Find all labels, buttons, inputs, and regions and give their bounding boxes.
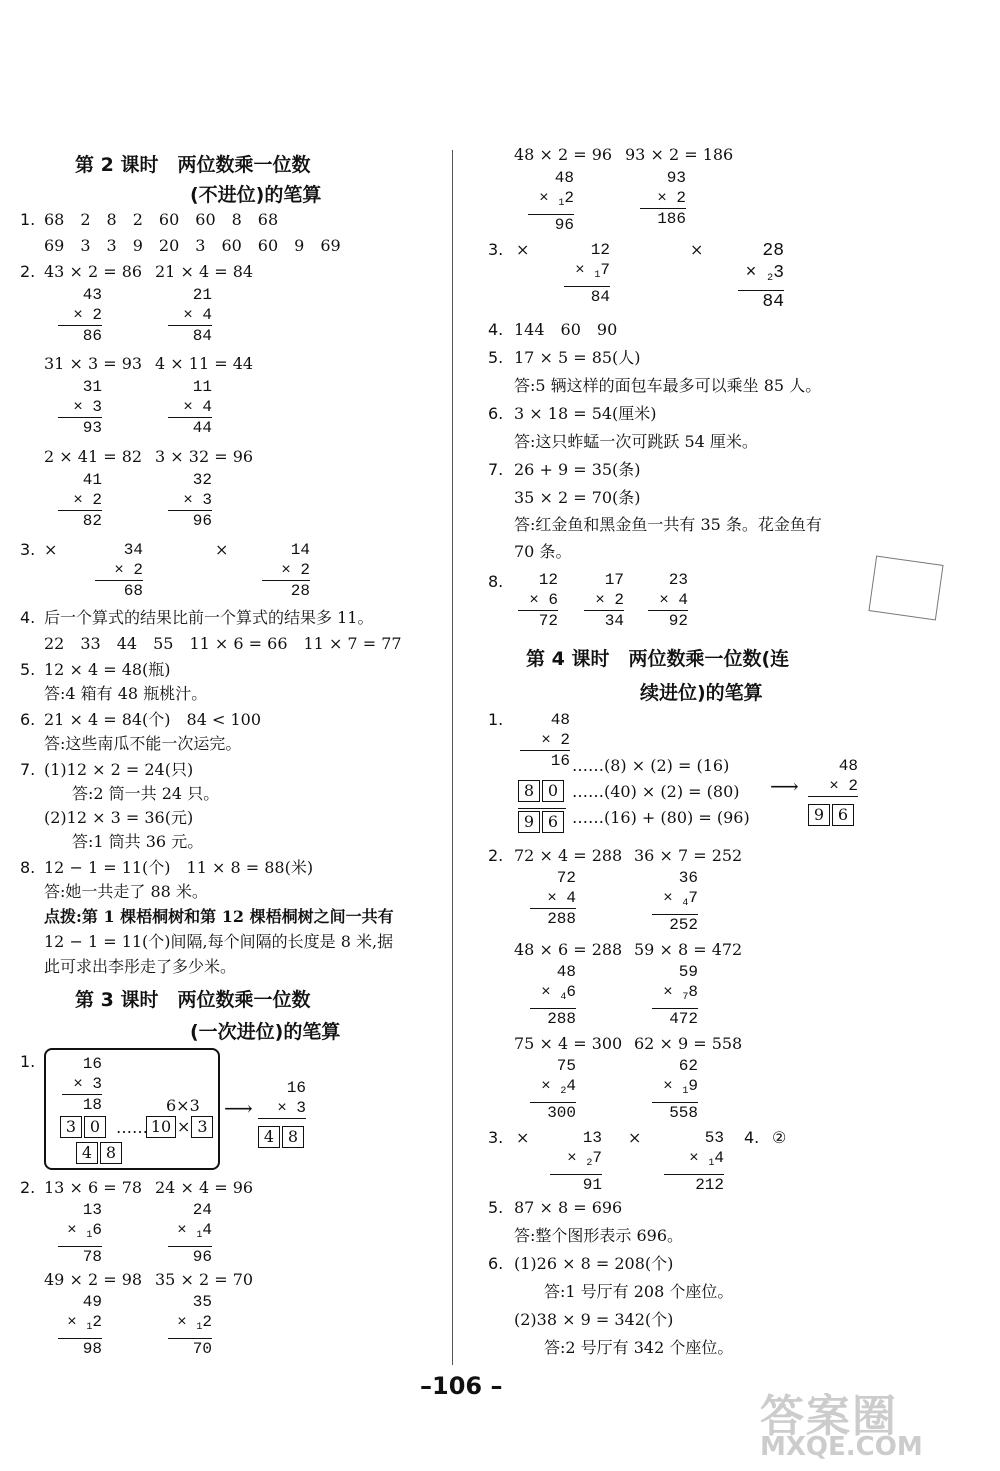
s4-q4-label: 4. xyxy=(744,1128,760,1147)
r-q6-line1: 3 × 18 = 54(厘米) xyxy=(514,404,657,423)
q1-line2: 69 3 3 9 20 3 60 60 9 69 xyxy=(44,236,341,255)
s4-q6-answer1: 答:1 号厅有 208 个座位。 xyxy=(544,1282,734,1301)
wrong-mark: × xyxy=(516,1128,530,1147)
q4-label: 4. xyxy=(20,608,36,627)
vertical-calc: 32 × 3 96 xyxy=(168,470,212,531)
s4-q5-label: 5. xyxy=(488,1198,504,1217)
section-2-title-line1: 第 2 课时 两位数乘一位数 xyxy=(75,154,311,176)
wrong-mark: × xyxy=(44,540,58,559)
s4-q5-line1: 87 × 8 = 696 xyxy=(514,1198,623,1217)
r-q7-label: 7. xyxy=(488,460,504,479)
equation: 13 × 6 = 78 xyxy=(44,1178,143,1197)
vertical-calc: 16 × 3 18 xyxy=(62,1054,102,1115)
section-3-title-line1: 第 3 课时 两位数乘一位数 xyxy=(75,989,311,1011)
equation: 48 × 2 = 96 xyxy=(514,145,613,164)
q5-answer: 答:4 箱有 48 瓶桃汁。 xyxy=(44,684,208,703)
s3-q2-label: 2. xyxy=(20,1178,36,1197)
vertical-calc: 48 × 2 xyxy=(808,756,858,797)
vertical-calc: 75 × 24 300 xyxy=(530,1056,576,1123)
vertical-calc: 41 × 2 82 xyxy=(58,470,102,531)
tip-line1: 点拨:第 1 棵梧桐树和第 12 棵梧桐树之间一共有 xyxy=(44,907,394,926)
vertical-calc: 59 × 78 472 xyxy=(652,962,698,1029)
equation: 21 × 4 = 84 xyxy=(155,262,254,281)
vertical-calc: 49 × 12 98 xyxy=(58,1292,102,1359)
s3-q1-label: 1. xyxy=(20,1052,36,1071)
q7-answer1: 答:2 筒一共 24 只。 xyxy=(72,784,220,803)
r-q5-label: 5. xyxy=(488,348,504,367)
q1-line1: 68 2 8 2 60 60 8 68 xyxy=(44,210,279,229)
wrong-mark: × xyxy=(215,540,229,559)
vertical-calc: 13 × 27 91 xyxy=(550,1128,602,1195)
equation: 62 × 9 = 558 xyxy=(634,1034,743,1053)
tip-line3: 此可求出李彤走了多少米。 xyxy=(44,957,237,976)
q7-answer2: 答:1 筒共 36 元。 xyxy=(72,832,204,851)
s4-q6-line1: (1)26 × 8 = 208(个) xyxy=(514,1254,674,1273)
q6-line1: 21 × 4 = 84(个) 84 < 100 xyxy=(44,710,262,729)
q5-line1: 12 × 4 = 48(瓶) xyxy=(44,660,171,679)
q6-answer: 答:这些南瓜不能一次运完。 xyxy=(44,734,242,753)
vertical-calc: 48 × 46 288 xyxy=(530,962,576,1029)
carry-explanation-panel xyxy=(44,1048,220,1170)
wrong-mark: × xyxy=(628,1128,642,1147)
vertical-calc: 12 × 6 72 xyxy=(518,570,558,631)
q7-label: 7. xyxy=(20,760,36,779)
vertical-calc: 48 × 12 96 xyxy=(528,168,574,235)
equation: 4 × 11 = 44 xyxy=(155,354,254,373)
equation: 36 × 7 = 252 xyxy=(634,846,743,865)
arrow-right-icon: ⟶ xyxy=(770,774,799,798)
r-q3-label: 3. xyxy=(488,240,504,259)
vertical-calc: 53 × 14 212 xyxy=(664,1128,724,1195)
watermark-logo: 答案圈 xyxy=(760,1391,898,1442)
vertical-calc: 34 × 2 68 xyxy=(95,540,143,601)
q2-label: 2. xyxy=(20,262,36,281)
s4-q3-label: 3. xyxy=(488,1128,504,1147)
step-2: ……(40) × (2) = (80) xyxy=(572,782,740,801)
q8-line1: 12 − 1 = 11(个) 11 × 8 = 88(米) xyxy=(44,858,314,877)
watermark-url: MXQE.COM xyxy=(760,1432,923,1462)
q7-line1: (1)12 × 2 = 24(只) xyxy=(44,760,194,779)
vertical-calc: 31 × 3 93 xyxy=(58,377,102,438)
vertical-calc: 12 × 17 84 xyxy=(564,240,610,307)
column-divider xyxy=(452,150,453,1365)
equation: 72 × 4 = 288 xyxy=(514,846,623,865)
s4-q1-label: 1. xyxy=(488,710,504,729)
vertical-calc: 11 × 4 44 xyxy=(168,377,212,438)
r-q7-answer2: 70 条。 xyxy=(514,542,572,561)
r-q6-answer: 答:这只蚱蜢一次可跳跃 54 厘米。 xyxy=(514,432,758,451)
equation: 93 × 2 = 186 xyxy=(625,145,734,164)
equation: 48 × 6 = 288 xyxy=(514,940,623,959)
q6-label: 6. xyxy=(20,710,36,729)
q8-label: 8. xyxy=(20,858,36,877)
vertical-calc: 35 × 12 70 xyxy=(168,1292,212,1359)
s4-q6-answer2: 答:2 号厅有 342 个座位。 xyxy=(544,1338,734,1357)
dots: …… xyxy=(116,1118,148,1137)
partial-product-boxes: 8 0 xyxy=(518,780,566,802)
section-4-title-line2: 续进位)的笔算 xyxy=(640,682,763,704)
equation: 43 × 2 = 86 xyxy=(44,262,143,281)
vertical-calc: 17 × 2 34 xyxy=(584,570,624,631)
r-q7-line1: 26 + 9 = 35(条) xyxy=(514,460,641,479)
equation: 31 × 3 = 93 xyxy=(44,354,143,373)
q4-line2: 22 33 44 55 11 × 6 = 66 11 × 7 = 77 xyxy=(44,634,402,653)
q3-label: 3. xyxy=(20,540,36,559)
q5-label: 5. xyxy=(20,660,36,679)
sub-calc: 6×3 xyxy=(166,1096,200,1115)
r-q7-answer1: 答:红金鱼和黑金鱼一共有 35 条。花金鱼有 xyxy=(514,515,822,534)
q4-line1: 后一个算式的结果比前一个算式的结果多 11。 xyxy=(44,608,374,627)
equation: 24 × 4 = 96 xyxy=(155,1178,254,1197)
equation: 59 × 8 = 472 xyxy=(634,940,743,959)
equation: 49 × 2 = 98 xyxy=(44,1270,143,1289)
decorative-stamp xyxy=(868,556,943,621)
wrong-mark: × xyxy=(690,240,704,259)
tip-line2: 12 − 1 = 11(个)间隔,每个间隔的长度是 8 米,据 xyxy=(44,932,394,951)
vertical-calc: 48 × 2 16 xyxy=(520,710,570,771)
result-boxes: 4 8 xyxy=(258,1126,306,1148)
step-3: ……(16) + (80) = (96) xyxy=(572,808,750,827)
result-boxes: 4 8 xyxy=(76,1142,124,1164)
step-1: ……(8) × (2) = (16) xyxy=(572,756,730,775)
r-q7-line2: 35 × 2 = 70(条) xyxy=(514,488,641,507)
equation: 35 × 2 = 70 xyxy=(155,1270,254,1289)
vertical-calc: 93 × 2 186 xyxy=(640,168,686,229)
s4-q5-answer: 答:整个图形表示 696。 xyxy=(514,1226,684,1245)
q7-line3: (2)12 × 3 = 36(元) xyxy=(44,808,194,827)
vertical-calc: 14 × 2 28 xyxy=(262,540,310,601)
s4-q2-label: 2. xyxy=(488,846,504,865)
r-q5-line1: 17 × 5 = 85(人) xyxy=(514,348,641,367)
result-boxes: 9 6 xyxy=(808,804,856,826)
section-3-title-line2: (一次进位)的笔算 xyxy=(190,1021,341,1043)
vertical-calc: 72 × 4 288 xyxy=(530,868,576,929)
equation: 3 × 32 = 96 xyxy=(155,447,254,466)
r-q4-label: 4. xyxy=(488,320,504,339)
vertical-calc: 36 × 47 252 xyxy=(652,868,698,935)
page-number: –106 – xyxy=(420,1372,503,1400)
r-q4-line1: 144 60 90 xyxy=(514,320,618,339)
vertical-calc: 21 × 4 84 xyxy=(168,285,212,346)
r-q6-label: 6. xyxy=(488,404,504,423)
arrow-right-icon: ⟶ xyxy=(224,1096,253,1120)
partial-boxes: 10 × 3 xyxy=(146,1116,215,1138)
product-boxes: 3 0 xyxy=(60,1116,108,1138)
equation: 2 × 41 = 82 xyxy=(44,447,143,466)
s4-q4-answer: ② xyxy=(772,1128,787,1147)
vertical-calc: 13 × 16 78 xyxy=(58,1200,102,1267)
vertical-calc: 62 × 19 558 xyxy=(652,1056,698,1123)
q8-answer: 答:她一共走了 88 米。 xyxy=(44,882,208,901)
vertical-calc: 43 × 2 86 xyxy=(58,285,102,346)
r-q8-label: 8. xyxy=(488,572,504,591)
vertical-calc: 23 × 4 92 xyxy=(648,570,688,631)
vertical-calc: 16 × 3 xyxy=(258,1078,306,1119)
vertical-calc: 24 × 14 96 xyxy=(168,1200,212,1267)
section-2-title-line2: (不进位)的笔算 xyxy=(190,184,322,206)
section-4-title-line1: 第 4 课时 两位数乘一位数(连 xyxy=(526,648,790,670)
equation: 75 × 4 = 300 xyxy=(514,1034,623,1053)
sum-boxes: 9 6 xyxy=(518,808,566,833)
wrong-mark: × xyxy=(516,240,530,259)
vertical-calc: 28 × 23 84 xyxy=(738,240,784,313)
s4-q6-line3: (2)38 × 9 = 342(个) xyxy=(514,1310,674,1329)
q1-label: 1. xyxy=(20,210,36,229)
r-q5-answer: 答:5 辆这样的面包车最多可以乘坐 85 人。 xyxy=(514,376,822,395)
s4-q6-label: 6. xyxy=(488,1254,504,1273)
